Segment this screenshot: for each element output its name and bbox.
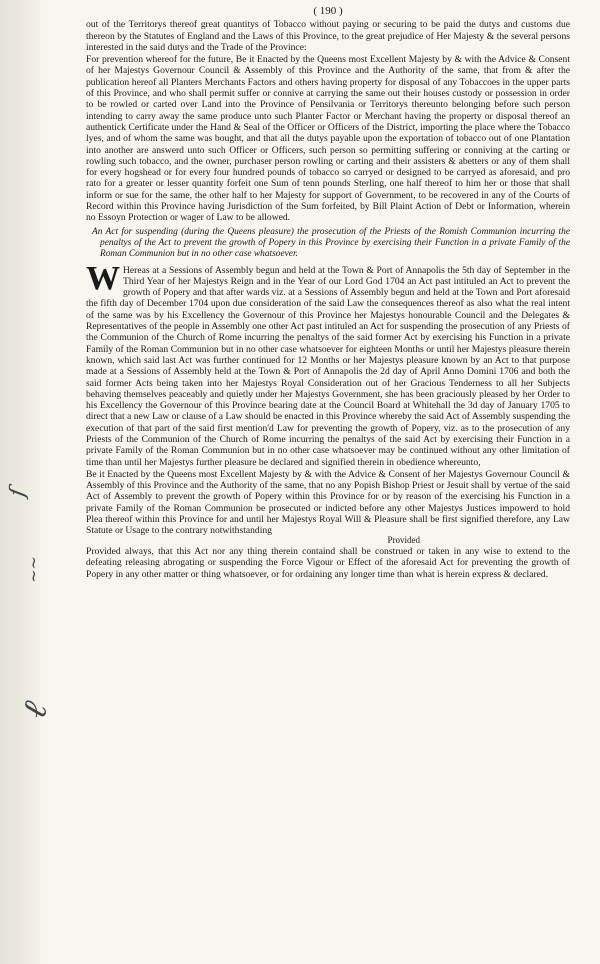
catchword: Provided: [387, 534, 420, 545]
preamble-paragraph: [86, 259, 570, 468]
enacting-clause: Be it Enacted by the Queens most Excellent Majesty by & with the Advice & Consent of her Majestys Governour Council & Assembly of this Province and the Authority of the same, that no any Popish Bishop Priest or Jesuit shall by vertue of the said Act of Assembly to prevent the growth of Popery within this Province for or by reason of the exercising his Function in a private Family of the Roman Communion be prosecuted or indicted before any other Majestys Justices impowerd to hold Plea thereof within this Province for and until her Majestys Royal Will & Pleasure shall be first signified therefore, any Law Statute or Usage to the contrary notwithstanding: [86, 468, 570, 537]
page-margin: [0, 0, 46, 964]
drop-cap: W: [86, 259, 120, 297]
page-number: ( 190 ): [313, 5, 343, 17]
margin-scribble-mark: ſ: [5, 486, 32, 499]
act-title: An Act for suspending (during the Queens pleasure) the prosecution of the Priests of the Romish Communion incurring the penaltys of the Act to prevent the growth of Popery in this Province by exercising their Function in a private Family of the Roman Communion but in no other case whatsoever.: [92, 226, 570, 260]
document-text: [86, 6, 570, 580]
proviso-clause: Provided always, that this Act nor any thing therein containd shall be construed or taken in any wise to extend to the defeating releasing abrogating or suspending the Force Vigour or Effect of the aforesaid Act for preventing the growth of Popery in any other matter or thing whatsoever, or for ordaining any longer time than what is herein express & declared.: [86, 545, 570, 580]
margin-scribble-mark: ~~: [23, 556, 43, 583]
preamble-text: Hereas at a Sessions of Assembly begun and held at the Town & Port of Annapolis the 5th day of September in the Third Year of her Majestys Reign and in the Year of our Lord God 1704 an Act past intituled an Act to prevent the growth of Popery and that after wards viz. at a Sessions of Assembly begun and held at the Town and Port aforesaid the fifth day of December 1704 upon due consideration of the said Law the consequences thereof as also what the real intent of the same was by his Excellency the Governour of this Province her Majestys honourable Council and the Delegates & Representatives of the people in Assembly one other Act past intituled an Act for suspending the prosecution of any Priests of the Communion of the Church of Rome incurring the penaltys of the said former Act by exercising his Function in a private Family of the Roman Communion but in no other case whatsoever for eighteen Months or until her Majestys pleasure therein known, which said last Act was further continued for 12 Months or her Majestys pleasure known by an Act to that purpose made at a Sessions of Assembly held at the Town & Port of Annapolis the 2d day of April Anno Domini 1706 and both the said former Acts being taken into her Majestys Royal Consideration out of her Gracious Tenderness to all her Subjects behaving themselves peaceably and quietly under her Majestys Government, she has been graciously pleased by her Order to his Excellency the Governour of this Province bearing date at the Council Board at Whitehall the 3d day of January 1705 to direct that a new Law or clause of a Law should be enacted in this Province whereby the said Act of Assembly suspending the execution of that part of the said first mention'd Law for preventing the growth of Popery, viz. as to the prosecution of any Priests of the Communion of the Church of Rome incurring the penaltys of the said Act by exercising their Function in a private Family of the Roman Communion but in no other case whatsoever may be continued without any other limitation of time than until her Majestys further pleasure be declared and signified therein in obedience whereunto,: [86, 264, 570, 468]
enactment-paragraph: For prevention whereof for the future, Be it Enacted by the Queens most Excellent Majesty by & with the Advice & Consent of her Majestys Governour Council & Assembly of this Province and the Authority of the same, that from & after the publication hereof all Planters Merchants Factors and others having property for disposal of any Tobaccoes in the upper parts of this Province, and who shall permit suffer or connive at carrying the same out their houses custody or possession in order to be rowled or carted over Land into the Province of Pensilvania or Territorys thereunto belonging before such person intending to carry away the same produce unto such Planter Factor or Merchant having the property or disposal thereof an authentick Certificate under the Hand & Seal of the Officer or Officers of the District, importing the place where the Tobacco lyes, and of whom the same was bought, and that all the dutys payable upon the exportation of tobacco out of one Plantation into another are answerd unto such Officer or Officers, such person so permitting suffering or conniving at the carting or rowling such tobacco, and the owner, purchaser person rowling or carting and their assisters & abetters or any of them shall for every hogshead or for every four hundred pounds of tobacco so carryed or designed to be carryed as aforesaid, and pro rato for a greater or lesser quantity forfeit one Sum of tenn pounds Sterling, one half thereof to him her or those that shall inform or sue for the same, the other half to her Majesty for support of Government, to be recovered in any of the Courts of Record within this Province having Jurisdiction of the Sum forfeited, by Bill Plaint Action of Debt or Information, wherein no Essoyn Protection or wager of Law to be allowed.: [86, 54, 570, 224]
opening-paragraph: out of the Territorys thereof great quantitys of Tobacco without paying or securing to be paid the dutys and customs due thereon by the Statutes of England and the Laws of this Province, to the great prejudice of Her Majesty & the several persons interested in the said dutys and the Trade of the Province:: [86, 19, 570, 53]
margin-scribble-mark: ℓ: [13, 696, 57, 724]
